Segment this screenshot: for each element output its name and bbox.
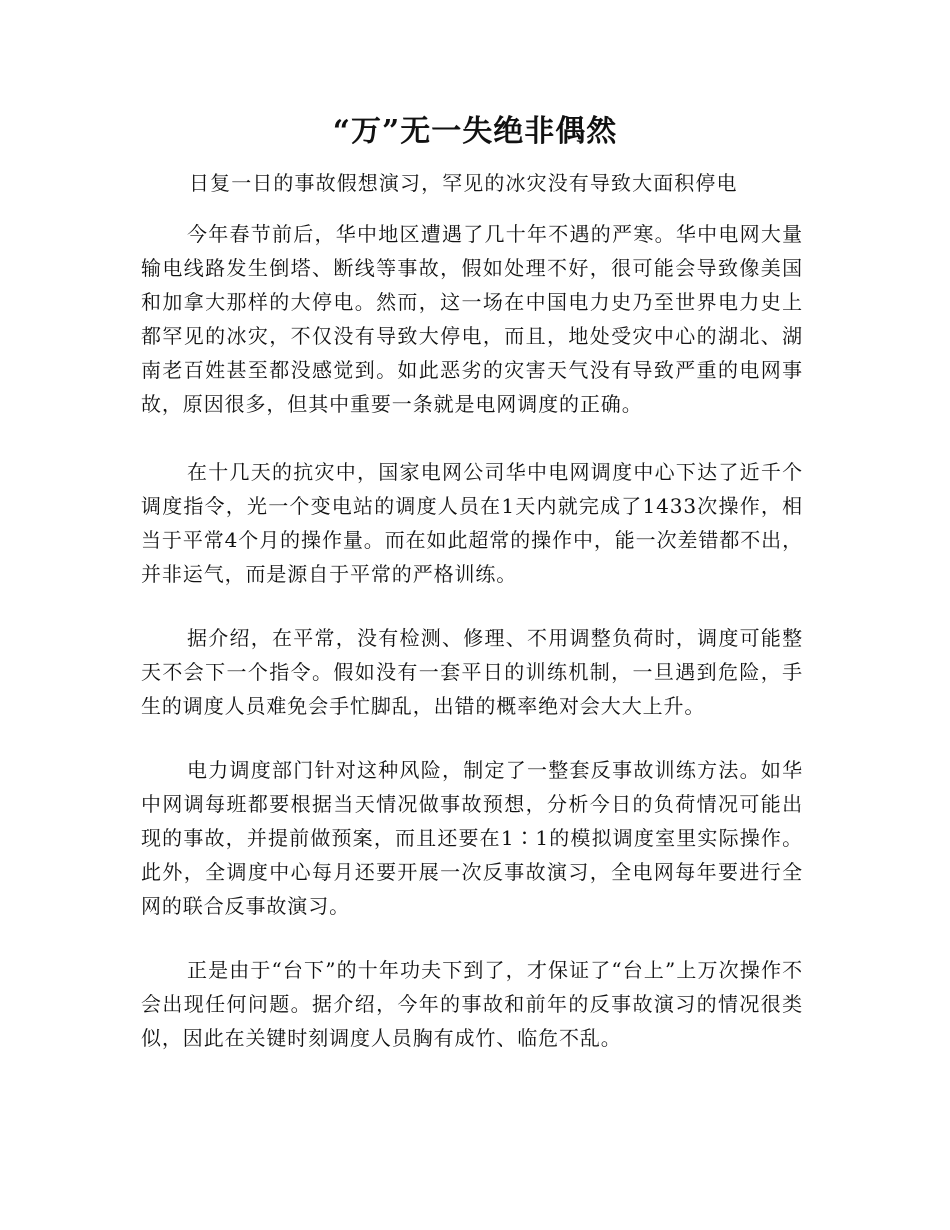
paragraph-4: 电力调度部门针对这种风险，制定了一整套反事故训练方法。如华中网调每班都要根据当天情况做事故预想，分析今日的负荷情况可能出现的事故，并提前做预案，而且还要在1∶1的模拟调度室里实际操作。此外，全调度中心每月还要开展一次反事故演习，全电网每年要进行全网的联合反事故演习。 [141, 758, 803, 918]
paragraph-5: 正是由于“台下”的十年功夫下到了，才保证了“台上”上万次操作不会出现任何问题。据介绍，今年的事故和前年的反事故演习的情况很类似，因此在关键时刻调度人员胸有成竹、临危不乱。 [141, 958, 803, 1050]
paragraph-2: 在十几天的抗灾中，国家电网公司华中电网调度中心下达了近千个调度指令，光一个变电站的调度人员在1天内就完成了1433次操作，相当于平常4个月的操作量。而在如此超常的操作中，能一次差错都不出，并非运气，而是源自于平常的严格训练。 [141, 460, 803, 586]
article-title: “万”无一失绝非偶然 [332, 114, 618, 149]
paragraph-3: 据介绍，在平常，没有检测、修理、不用调整负荷时，调度可能整天不会下一个指令。假如没有一套平日的训练机制，一旦遇到危险，手生的调度人员难免会手忙脚乱，出错的概率绝对会大大上升。 [141, 626, 803, 718]
article-subtitle: 日复一日的事故假想演习，罕见的冰灾没有导致大面积停电 [189, 171, 738, 195]
paragraph-1: 今年春节前后，华中地区遭遇了几十年不遇的严寒。华中电网大量输电线路发生倒塔、断线等事故，假如处理不好，很可能会导致像美国和加拿大那样的大停电。然而，这一场在中国电力史乃至世界电力史上都罕见的冰灾，不仅没有导致大停电，而且，地处受灾中心的湖北、湖南老百姓甚至都没感觉到。如此恶劣的灾害天气没有导致严重的电网事故，原因很多，但其中重要一条就是电网调度的正确。 [141, 222, 803, 416]
